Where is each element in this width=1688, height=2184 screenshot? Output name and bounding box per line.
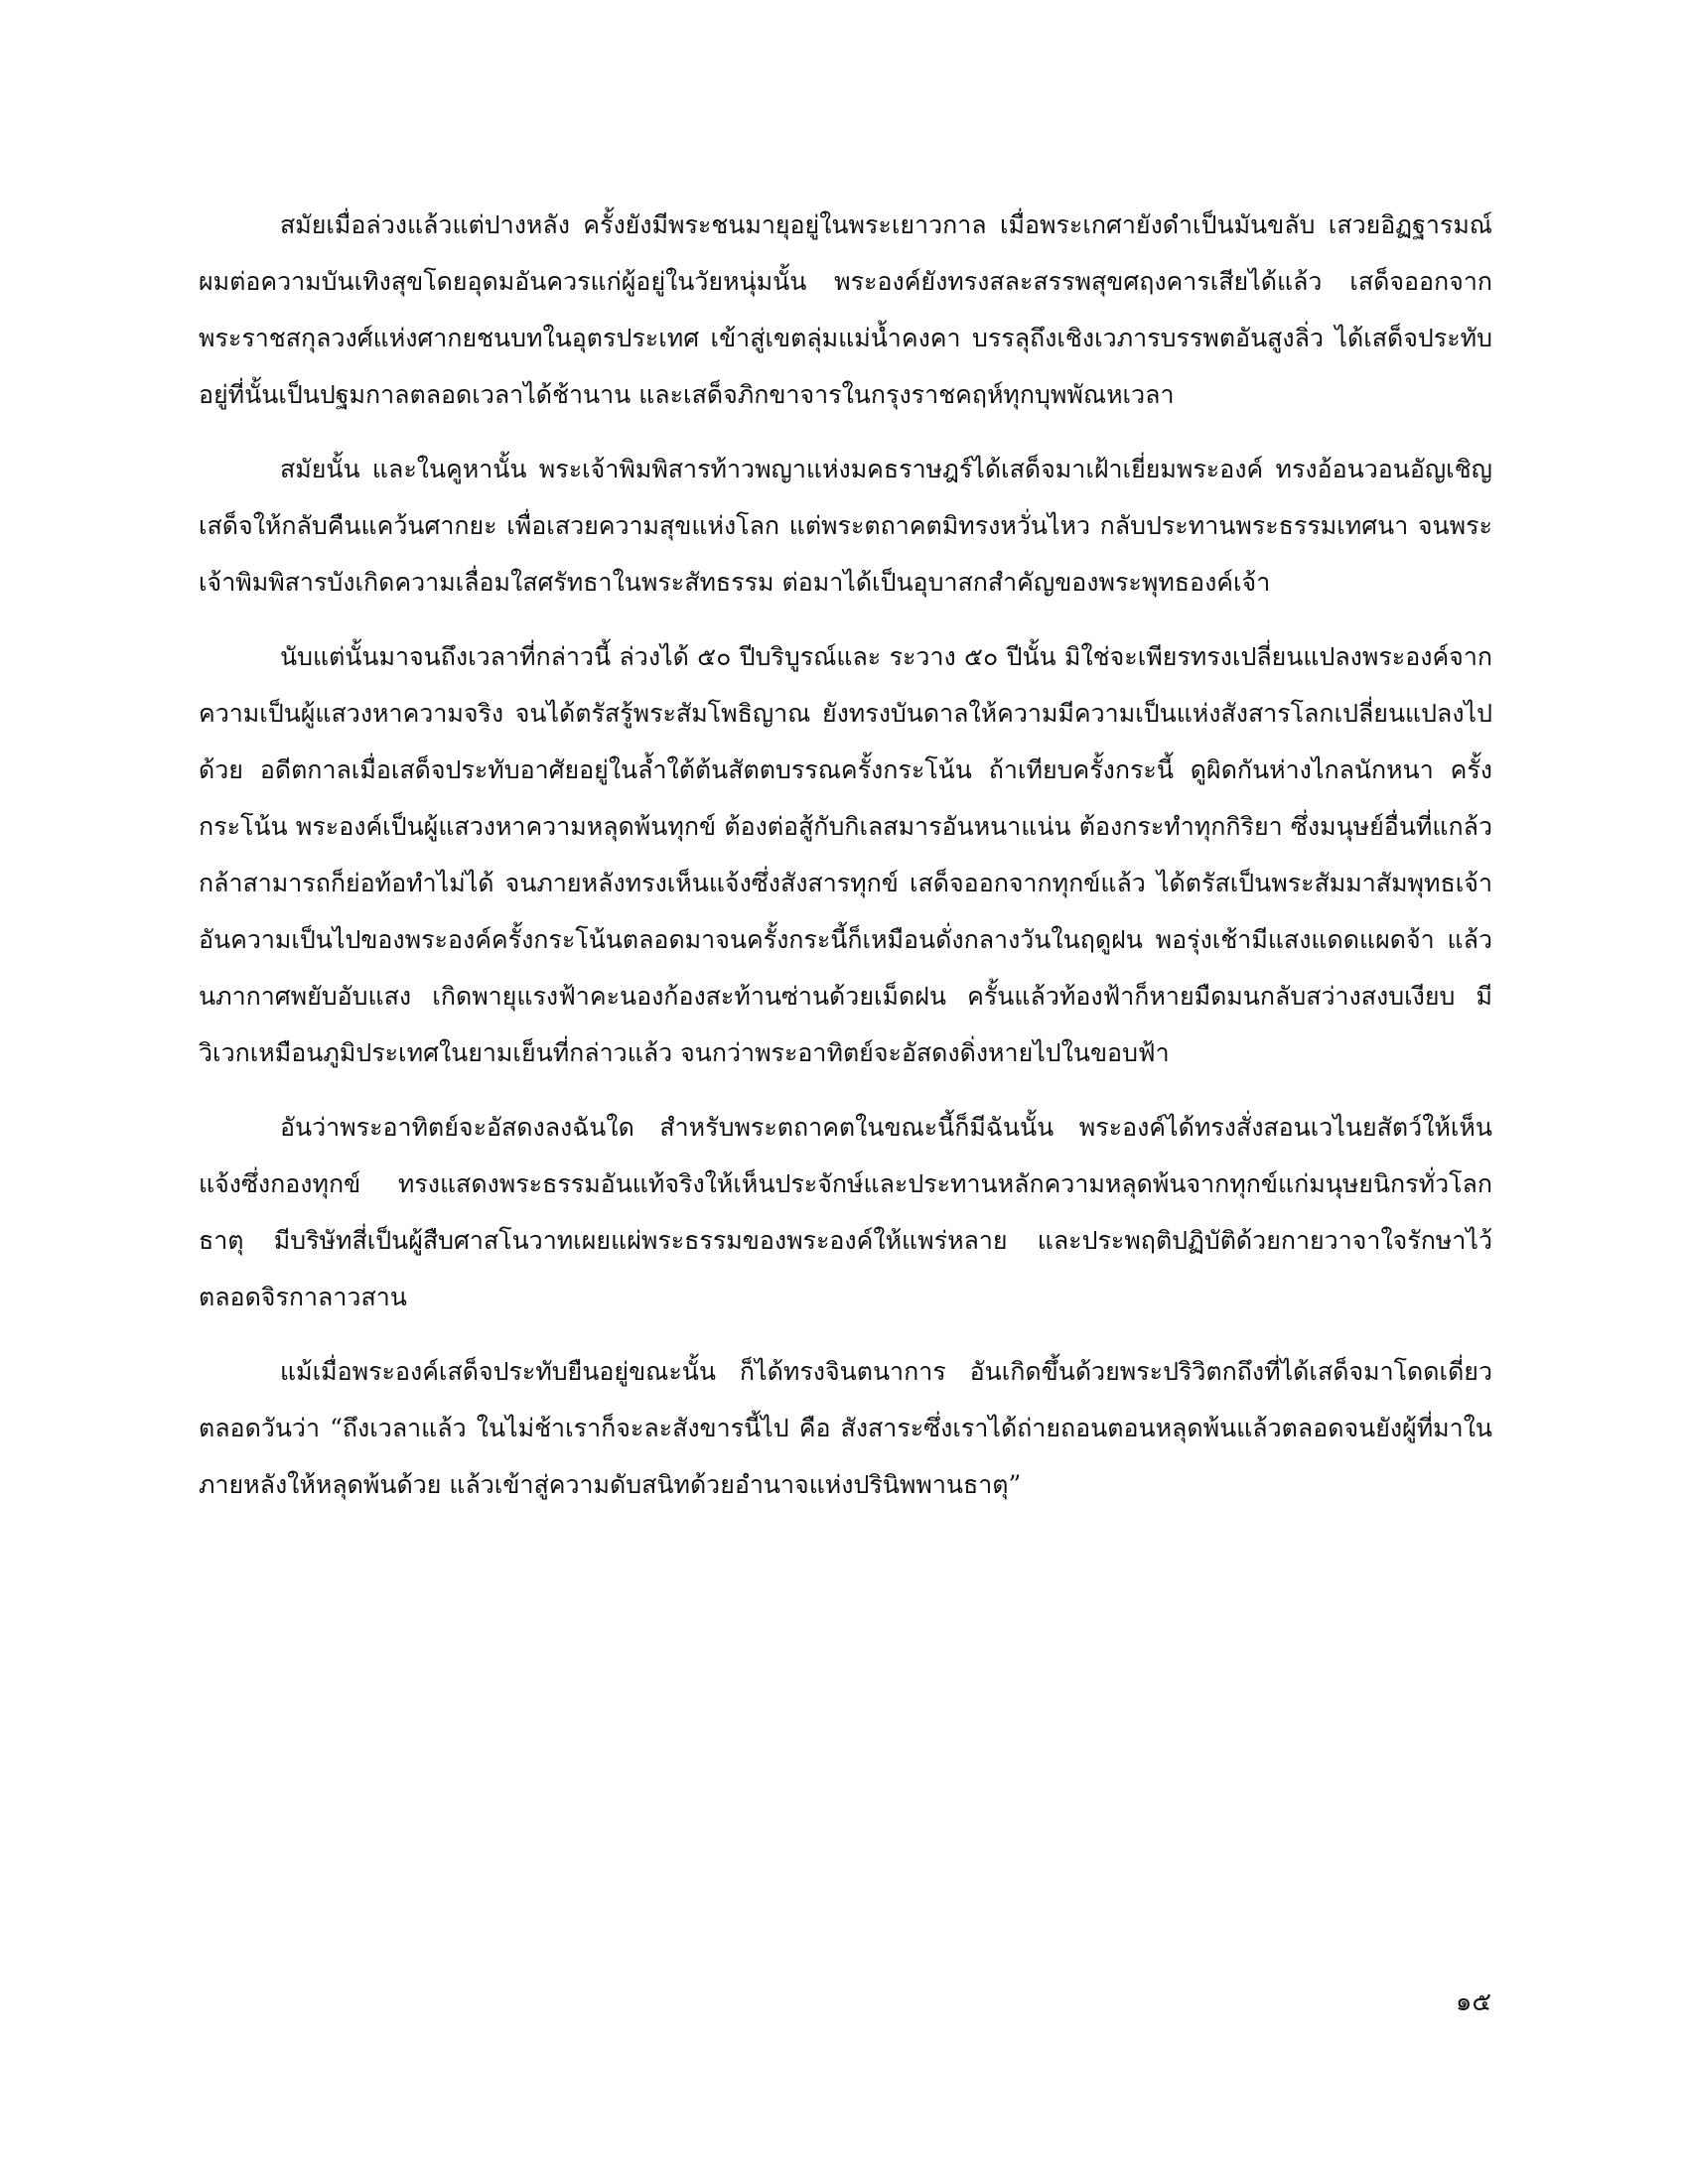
paragraph-1: สมัยเมื่อล่วงแล้วแต่ปางหลัง ครั้งยังมีพระชนมายุอยู่ในพระเยาวกาล เมื่อพระเกศายังดำเป็นมันขลับ เสวยอิฏฐารมณ์ผมต่อความบันเทิงสุขโดยอุดมอันควรแก่ผู้อยู่ในวัยหนุ่มนั้น พระองค์ยังทรงสละสรรพสุขศฤงคารเสียได้แล้ว เสด็จออกจากพระราชสกุลวงศ์แห่งศากยชนบทในอุตรประเทศ เข้าสู่เขตลุ่มแม่น้ำคงคา บรรลุถึงเชิงเวภารบรรพตอันสูงลิ่ว ได้เสด็จประทับอยู่ที่นั้นเป็นปฐมกาลตลอดเวลาได้ช้านาน และเสด็จภิกขาจารในกรุงราชคฤห์ทุกบุพพัณหเวลา: [199, 210, 1492, 409]
body-text: [199, 197, 1492, 1531]
paragraph-2: สมัยนั้น และในคูหานั้น พระเจ้าพิมพิสารท้าวพญาแห่งมคธราษฎร์ได้เสด็จมาเฝ้าเยี่ยมพระองค์ ทรงอ้อนวอนอัญเชิญเสด็จให้กลับคืนแคว้นศากยะ เพื่อเสวยความสุขแห่งโลก แต่พระตถาคตมิทรงหวั่นไหว กลับประทานพระธรรมเทศนา จนพระเจ้าพิมพิสารบังเกิดความเลื่อมใสศรัทธาในพระสัทธรรม ต่อมาได้เป็นอุบาสกสำคัญของพระพุทธองค์เจ้า: [199, 455, 1492, 597]
paragraph-5: แม้เมื่อพระองค์เสด็จประทับยืนอยู่ขณะนั้น ก็ได้ทรงจินตนาการ อันเกิดขึ้นด้วยพระปริวิตกถึงที่ได้เสด็จมาโดดเดี่ยวตลอดวันว่า “ถึงเวลาแล้ว ในไม่ช้าเราก็จะละสังขารนี้ไป คือ สังสาระซึ่งเราได้ถ่ายถอนตอนหลุดพ้นแล้วตลอดจนยังผู้ที่มาในภายหลังให้หลุดพ้นด้วย แล้วเข้าสู่ความดับสนิทด้วยอำนาจแห่งปรินิพพานธาตุ”: [199, 1357, 1492, 1499]
paragraph-3: นับแต่นั้นมาจนถึงเวลาที่กล่าวนี้ ล่วงได้ ๕๐ ปีบริบูรณ์และ ระวาง ๕๐ ปีนั้น มิใช่จะเพียรทรงเปลี่ยนแปลงพระองค์จากความเป็นผู้แสวงหาความจริง จนได้ตรัสรู้พระสัมโพธิญาณ ยังทรงบันดาลให้ความมีความเป็นแห่งสังสารโลกเปลี่ยนแปลงไปด้วย อดีตกาลเมื่อเสด็จประทับอาศัยอยู่ในล้ำใต้ต้นสัตตบรรณครั้งกระโน้น ถ้าเทียบครั้งกระนี้ ดูผิดกันห่างไกลนักหนา ครั้งกระโน้น พระองค์เป็นผู้แสวงหาความหลุดพ้นทุกข์ ต้องต่อสู้กับกิเลสมารอันหนาแน่น ต้องกระทำทุกกิริยา ซึ่งมนุษย์อื่นที่แกล้วกล้าสามารถก็ย่อท้อทำไม่ได้ จนภายหลังทรงเห็นแจ้งซึ่งสังสารทุกข์ เสด็จออกจากทุกข์แล้ว ได้ตรัสเป็นพระสัมมาสัมพุทธเจ้า อันความเป็นไปของพระองค์ครั้งกระโน้นตลอดมาจนครั้งกระนี้ก็เหมือนดั่งกลางวันในฤดูฝน พอรุ่งเช้ามีแสงแดดแผดจ้า แล้วนภากาศพยับอับแสง เกิดพายุแรงฟ้าคะนองก้องสะท้านซ่านด้วยเม็ดฝน ครั้นแล้วท้องฟ้าก็หายมืดมนกลับสว่างสงบเงียบ มีวิเวกเหมือนภูมิประเทศในยามเย็นที่กล่าวแล้ว จนกว่าพระอาทิตย์จะอัสดงดิ่งหายไปในขอบฟ้า: [199, 642, 1492, 1067]
page-number: ๑๕: [1455, 1987, 1491, 2017]
paragraph-4: อันว่าพระอาทิตย์จะอัสดงลงฉันใด สำหรับพระตถาคตในขณะนี้ก็มีฉันนั้น พระองค์ได้ทรงสั่งสอนเวไนยสัตว์ให้เห็นแจ้งซึ่งกองทุกข์ ทรงแสดงพระธรรมอันแท้จริงให้เห็นประจักษ์และประทานหลักความหลุดพ้นจากทุกข์แก่มนุษยนิกรทั่วโลกธาตุ มีบริษัทสี่เป็นผู้สืบศาสโนวาทเผยแผ่พระธรรมของพระองค์ให้แพร่หลาย และประพฤติปฏิบัติด้วยกายวาจาใจรักษาไว้ตลอดจิรกาลาวสาน: [199, 1113, 1492, 1311]
